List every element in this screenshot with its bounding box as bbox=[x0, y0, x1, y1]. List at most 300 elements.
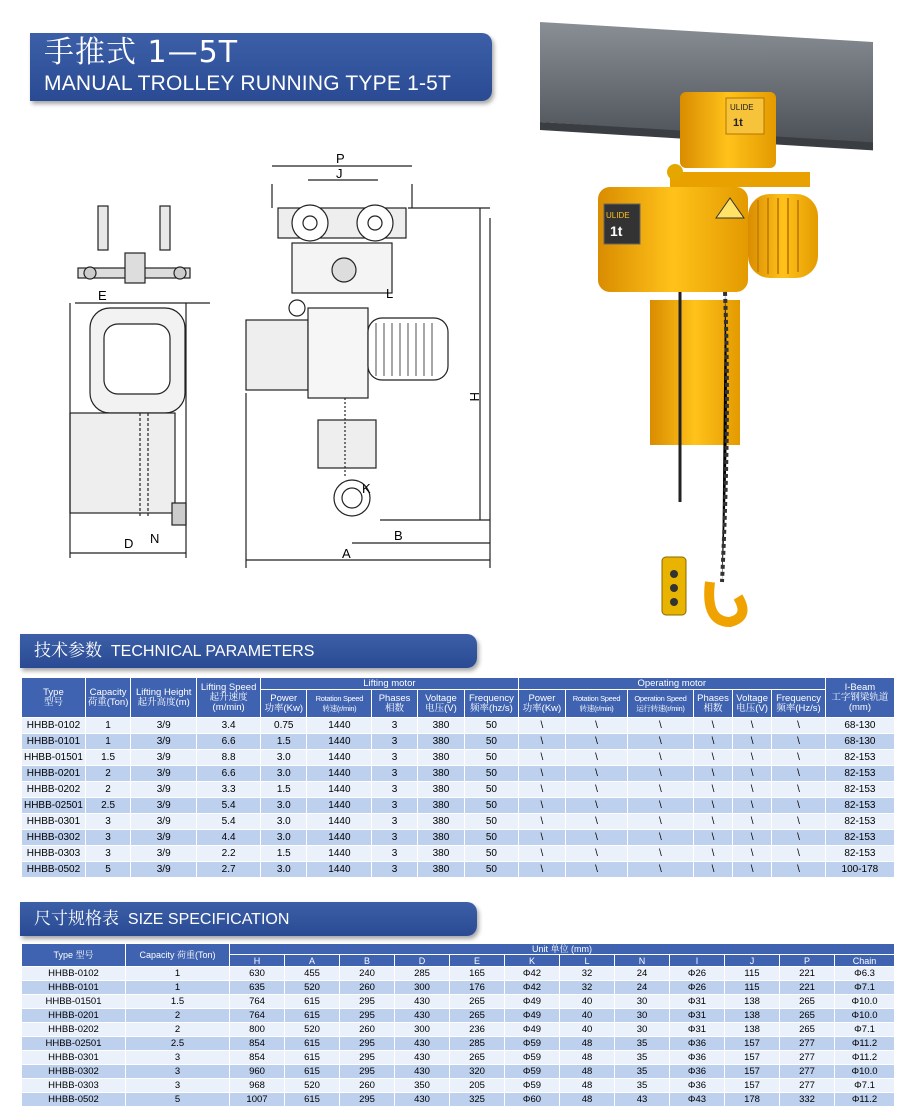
table-cell: 3.0 bbox=[261, 750, 307, 766]
table-cell: 520 bbox=[285, 1023, 340, 1037]
th-size-col: P bbox=[780, 955, 835, 967]
label-H: H bbox=[467, 392, 482, 402]
table-cell: Φ36 bbox=[670, 1051, 725, 1065]
table-cell: 3.3 bbox=[197, 782, 261, 798]
table-cell: 35 bbox=[615, 1037, 670, 1051]
table-cell: 3/9 bbox=[131, 862, 197, 878]
table-cell: 5 bbox=[126, 1093, 230, 1107]
table-cell: 277 bbox=[780, 1037, 835, 1051]
table-cell: 221 bbox=[780, 981, 835, 995]
table-cell: 430 bbox=[395, 1009, 450, 1023]
table-cell: 295 bbox=[340, 1037, 395, 1051]
table-cell: 265 bbox=[780, 1009, 835, 1023]
table-cell: 615 bbox=[285, 995, 340, 1009]
table-cell: \ bbox=[772, 734, 826, 750]
table-cell: \ bbox=[772, 814, 826, 830]
table-cell: 1440 bbox=[307, 846, 372, 862]
table-row bbox=[22, 750, 895, 766]
table-cell: 3/9 bbox=[131, 766, 197, 782]
table-row bbox=[22, 782, 895, 798]
th-lift-phases: Phases 相数 bbox=[372, 690, 417, 718]
table-cell: 1440 bbox=[307, 734, 372, 750]
table-cell: 350 bbox=[395, 1079, 450, 1093]
table-cell: 2.5 bbox=[85, 798, 130, 814]
table-row bbox=[22, 718, 895, 734]
table-cell: HHBB-0201 bbox=[22, 766, 86, 782]
table-row bbox=[22, 766, 895, 782]
table-cell: 48 bbox=[560, 1065, 615, 1079]
table-cell: HHBB-0502 bbox=[22, 862, 86, 878]
table-cell: 3/9 bbox=[131, 782, 197, 798]
table-cell: \ bbox=[566, 830, 628, 846]
table-cell: 40 bbox=[560, 1023, 615, 1037]
table-cell: \ bbox=[772, 782, 826, 798]
th-op-power: Power 功率(Kw) bbox=[518, 690, 565, 718]
table-cell: \ bbox=[518, 846, 565, 862]
table-cell: 8.8 bbox=[197, 750, 261, 766]
label-A: A bbox=[342, 546, 351, 561]
table-cell: 30 bbox=[615, 995, 670, 1009]
table-cell: 3 bbox=[126, 1051, 230, 1065]
table-cell: 115 bbox=[725, 981, 780, 995]
table-row bbox=[22, 995, 895, 1009]
table-row bbox=[22, 1023, 895, 1037]
table-cell: 50 bbox=[465, 814, 519, 830]
th-size-col: H bbox=[230, 955, 285, 967]
table-cell: 3 bbox=[372, 718, 417, 734]
table-cell: \ bbox=[733, 750, 772, 766]
table-cell: \ bbox=[627, 846, 693, 862]
table-cell: 100-178 bbox=[825, 862, 894, 878]
table-cell: \ bbox=[566, 734, 628, 750]
th-size-col: I bbox=[670, 955, 725, 967]
table-cell: Φ10.0 bbox=[835, 995, 895, 1009]
th-lift-rotation: Rotation Speed 转速(r/min) bbox=[307, 690, 372, 718]
trolley-brand: ULIDE bbox=[730, 103, 754, 112]
table-cell: 5.4 bbox=[197, 798, 261, 814]
table-cell: HHBB-0303 bbox=[22, 1079, 126, 1093]
table-cell: 24 bbox=[615, 967, 670, 981]
table-cell: \ bbox=[627, 814, 693, 830]
table-cell: 325 bbox=[450, 1093, 505, 1107]
th-size-col: E bbox=[450, 955, 505, 967]
table-cell: 764 bbox=[230, 1009, 285, 1023]
table-cell: \ bbox=[566, 766, 628, 782]
table-cell: 221 bbox=[780, 967, 835, 981]
table-cell: 68-130 bbox=[825, 718, 894, 734]
table-cell: 3 bbox=[372, 766, 417, 782]
table-cell: 50 bbox=[465, 846, 519, 862]
table-cell: 854 bbox=[230, 1037, 285, 1051]
table-cell: \ bbox=[693, 814, 732, 830]
th-lift-power: Power 功率(Kw) bbox=[261, 690, 307, 718]
table-cell: 3 bbox=[372, 798, 417, 814]
table-cell: 1440 bbox=[307, 718, 372, 734]
trolley-capacity: 1t bbox=[733, 117, 743, 129]
table-cell: 1 bbox=[85, 718, 130, 734]
table-cell: Φ31 bbox=[670, 1023, 725, 1037]
table-cell: 1 bbox=[126, 981, 230, 995]
table-cell: 520 bbox=[285, 981, 340, 995]
table-cell: 50 bbox=[465, 734, 519, 750]
table-cell: 430 bbox=[395, 1093, 450, 1107]
table-cell: HHBB-02501 bbox=[22, 798, 86, 814]
table-cell: 380 bbox=[417, 830, 464, 846]
size-table bbox=[21, 943, 895, 1107]
table-cell: 2 bbox=[85, 782, 130, 798]
table-cell: HHBB-0101 bbox=[22, 981, 126, 995]
table-cell: 277 bbox=[780, 1079, 835, 1093]
table-cell: 1440 bbox=[307, 830, 372, 846]
table-cell: \ bbox=[693, 798, 732, 814]
table-cell: HHBB-0302 bbox=[22, 1065, 126, 1079]
table-cell: Φ26 bbox=[670, 967, 725, 981]
table-cell: \ bbox=[772, 798, 826, 814]
table-cell: \ bbox=[627, 862, 693, 878]
table-cell: 3/9 bbox=[131, 814, 197, 830]
table-cell: 960 bbox=[230, 1065, 285, 1079]
table-cell: \ bbox=[566, 798, 628, 814]
table-cell: 260 bbox=[340, 1023, 395, 1037]
table-cell: \ bbox=[566, 814, 628, 830]
table-cell: 50 bbox=[465, 862, 519, 878]
size-banner-en: SIZE SPECIFICATION bbox=[127, 911, 290, 928]
table-cell: HHBB-0303 bbox=[22, 846, 86, 862]
table-cell: 260 bbox=[340, 1079, 395, 1093]
table-cell: 2.5 bbox=[126, 1037, 230, 1051]
table-cell: Φ11.2 bbox=[835, 1037, 895, 1051]
table-cell: \ bbox=[693, 718, 732, 734]
table-cell: Φ59 bbox=[505, 1051, 560, 1065]
table-cell: 2 bbox=[85, 766, 130, 782]
table-cell: 430 bbox=[395, 1065, 450, 1079]
table-cell: 48 bbox=[560, 1051, 615, 1065]
table-cell: Φ11.2 bbox=[835, 1051, 895, 1065]
table-cell: 50 bbox=[465, 718, 519, 734]
table-cell: \ bbox=[518, 750, 565, 766]
table-cell: \ bbox=[518, 814, 565, 830]
table-cell: 615 bbox=[285, 1065, 340, 1079]
tech-banner-en: TECHNICAL PARAMETERS bbox=[110, 643, 315, 660]
th-lift-height: Lifting Height 起升高度(m) bbox=[131, 678, 197, 718]
table-cell: 35 bbox=[615, 1051, 670, 1065]
table-cell: Φ10.0 bbox=[835, 1065, 895, 1079]
table-cell: \ bbox=[627, 830, 693, 846]
th-size-col: B bbox=[340, 955, 395, 967]
table-cell: 176 bbox=[450, 981, 505, 995]
title-en: MANUAL TROLLEY RUNNING TYPE 1-5T bbox=[44, 72, 452, 95]
table-cell: 1 bbox=[126, 967, 230, 981]
th-lifting-motor: Lifting motor bbox=[261, 678, 519, 690]
table-cell: \ bbox=[627, 750, 693, 766]
table-cell: 1007 bbox=[230, 1093, 285, 1107]
table-cell: 260 bbox=[340, 981, 395, 995]
table-cell: 455 bbox=[285, 967, 340, 981]
table-cell: Φ49 bbox=[505, 1023, 560, 1037]
table-cell: Φ36 bbox=[670, 1037, 725, 1051]
table-cell: 138 bbox=[725, 1023, 780, 1037]
table-cell: 1440 bbox=[307, 766, 372, 782]
table-cell: 157 bbox=[725, 1065, 780, 1079]
th-lift-voltage: Voltage 电压(V) bbox=[417, 690, 464, 718]
table-cell: 615 bbox=[285, 1051, 340, 1065]
table-cell: 3 bbox=[372, 830, 417, 846]
table-cell: 2 bbox=[126, 1009, 230, 1023]
table-cell: 82-153 bbox=[825, 830, 894, 846]
table-cell: 380 bbox=[417, 814, 464, 830]
table-cell: \ bbox=[627, 782, 693, 798]
table-cell: 240 bbox=[340, 967, 395, 981]
table-cell: Φ7.1 bbox=[835, 1023, 895, 1037]
table-cell: 3 bbox=[372, 750, 417, 766]
table-cell: 295 bbox=[340, 1065, 395, 1079]
table-row bbox=[22, 830, 895, 846]
table-cell: 380 bbox=[417, 782, 464, 798]
table-cell: 265 bbox=[450, 1051, 505, 1065]
table-cell: 40 bbox=[560, 995, 615, 1009]
th-size-col: N bbox=[615, 955, 670, 967]
table-cell: Φ7.1 bbox=[835, 1079, 895, 1093]
table-cell: \ bbox=[693, 734, 732, 750]
table-cell: \ bbox=[566, 782, 628, 798]
table-cell: \ bbox=[693, 830, 732, 846]
table-cell: 1 bbox=[85, 734, 130, 750]
table-cell: 430 bbox=[395, 1037, 450, 1051]
table-cell: 3/9 bbox=[131, 750, 197, 766]
table-cell: 48 bbox=[560, 1037, 615, 1051]
table-cell: 30 bbox=[615, 1023, 670, 1037]
table-cell: 1440 bbox=[307, 814, 372, 830]
table-cell: Φ49 bbox=[505, 1009, 560, 1023]
th-lift-speed: Lifting Speed 起升速度 (m/min) bbox=[197, 678, 261, 718]
th-ibeam: I-Beam 工字钢梁轨道 (mm) bbox=[825, 678, 894, 718]
table-cell: \ bbox=[733, 830, 772, 846]
table-cell: 265 bbox=[780, 995, 835, 1009]
table-cell: 295 bbox=[340, 1093, 395, 1107]
table-cell: 32 bbox=[560, 967, 615, 981]
table-cell: 3 bbox=[372, 734, 417, 750]
table-cell: 3 bbox=[372, 814, 417, 830]
th-size-col: A bbox=[285, 955, 340, 967]
table-cell: \ bbox=[518, 766, 565, 782]
th-size-col: J bbox=[725, 955, 780, 967]
table-cell: \ bbox=[518, 734, 565, 750]
table-cell: 295 bbox=[340, 995, 395, 1009]
table-cell: 380 bbox=[417, 766, 464, 782]
table-cell: 48 bbox=[560, 1079, 615, 1093]
table-cell: 1.5 bbox=[85, 750, 130, 766]
table-cell: 300 bbox=[395, 981, 450, 995]
th-operating-motor: Operating motor bbox=[518, 678, 825, 690]
table-cell: \ bbox=[733, 718, 772, 734]
table-cell: HHBB-0301 bbox=[22, 814, 86, 830]
table-cell: 3 bbox=[372, 862, 417, 878]
table-cell: 320 bbox=[450, 1065, 505, 1079]
table-cell: \ bbox=[733, 846, 772, 862]
th-op-voltage: Voltage 电压(V) bbox=[733, 690, 772, 718]
table-row bbox=[22, 734, 895, 750]
table-cell: 30 bbox=[615, 1009, 670, 1023]
table-cell: 3.0 bbox=[261, 814, 307, 830]
table-cell: Φ6.3 bbox=[835, 967, 895, 981]
table-cell: 3/9 bbox=[131, 718, 197, 734]
table-cell: Φ11.2 bbox=[835, 1093, 895, 1107]
label-E: E bbox=[98, 288, 107, 303]
table-cell: \ bbox=[772, 830, 826, 846]
table-cell: \ bbox=[733, 862, 772, 878]
table-cell: 332 bbox=[780, 1093, 835, 1107]
th-op-rotation: Rotation Speed 转速(r/min) bbox=[566, 690, 628, 718]
table-cell: 3.0 bbox=[261, 862, 307, 878]
th-lift-frequency: Frequency 频率(hz/s) bbox=[465, 690, 519, 718]
table-cell: 32 bbox=[560, 981, 615, 995]
table-cell: 3 bbox=[85, 846, 130, 862]
table-cell: \ bbox=[627, 734, 693, 750]
dimension-drawing bbox=[60, 148, 520, 568]
table-cell: 1440 bbox=[307, 798, 372, 814]
table-cell: 82-153 bbox=[825, 798, 894, 814]
table-cell: 3/9 bbox=[131, 734, 197, 750]
label-B: B bbox=[394, 528, 403, 543]
front-view bbox=[246, 151, 490, 568]
table-cell: 50 bbox=[465, 766, 519, 782]
table-cell: 1.5 bbox=[261, 734, 307, 750]
table-cell: \ bbox=[627, 766, 693, 782]
th-size-col: K bbox=[505, 955, 560, 967]
table-cell: 82-153 bbox=[825, 766, 894, 782]
table-cell: 236 bbox=[450, 1023, 505, 1037]
table-cell: 3 bbox=[126, 1065, 230, 1079]
table-row bbox=[22, 862, 895, 878]
table-cell: Φ10.0 bbox=[835, 1009, 895, 1023]
table-cell: 2 bbox=[126, 1023, 230, 1037]
table-cell: 82-153 bbox=[825, 782, 894, 798]
size-body bbox=[22, 967, 895, 1107]
table-cell: 0.75 bbox=[261, 718, 307, 734]
table-cell: HHBB-01501 bbox=[22, 995, 126, 1009]
table-cell: 6.6 bbox=[197, 766, 261, 782]
table-cell: Φ43 bbox=[670, 1093, 725, 1107]
table-cell: 854 bbox=[230, 1051, 285, 1065]
table-cell: 277 bbox=[780, 1065, 835, 1079]
table-cell: 3.4 bbox=[197, 718, 261, 734]
table-cell: 3 bbox=[126, 1079, 230, 1093]
table-cell: 764 bbox=[230, 995, 285, 1009]
th-size-col: Chain bbox=[835, 955, 895, 967]
table-cell: \ bbox=[733, 814, 772, 830]
table-cell: 968 bbox=[230, 1079, 285, 1093]
table-cell: Φ7.1 bbox=[835, 981, 895, 995]
table-row bbox=[22, 846, 895, 862]
table-cell: 380 bbox=[417, 734, 464, 750]
table-cell: 430 bbox=[395, 995, 450, 1009]
table-cell: 2.2 bbox=[197, 846, 261, 862]
table-cell: \ bbox=[518, 718, 565, 734]
table-cell: 380 bbox=[417, 846, 464, 862]
table-cell: Φ31 bbox=[670, 1009, 725, 1023]
table-cell: HHBB-0101 bbox=[22, 734, 86, 750]
table-cell: HHBB-0502 bbox=[22, 1093, 126, 1107]
table-cell: 138 bbox=[725, 1009, 780, 1023]
table-cell: 380 bbox=[417, 718, 464, 734]
table-cell: 295 bbox=[340, 1009, 395, 1023]
table-cell: 6.6 bbox=[197, 734, 261, 750]
table-cell: 3 bbox=[372, 782, 417, 798]
th-op-frequency: Frequency 频率(Hz/s) bbox=[772, 690, 826, 718]
table-cell: 3.0 bbox=[261, 766, 307, 782]
th-size-unit: Unit 单位 (mm) bbox=[230, 944, 895, 955]
table-cell: 3/9 bbox=[131, 798, 197, 814]
table-cell: 265 bbox=[780, 1023, 835, 1037]
label-K: K bbox=[362, 481, 371, 496]
table-cell: Φ59 bbox=[505, 1079, 560, 1093]
table-row bbox=[22, 814, 895, 830]
table-cell: HHBB-02501 bbox=[22, 1037, 126, 1051]
table-cell: 115 bbox=[725, 967, 780, 981]
table-cell: \ bbox=[733, 766, 772, 782]
table-cell: 50 bbox=[465, 798, 519, 814]
table-cell: \ bbox=[693, 862, 732, 878]
table-cell: \ bbox=[733, 734, 772, 750]
table-cell: 3 bbox=[85, 830, 130, 846]
table-cell: 5 bbox=[85, 862, 130, 878]
table-cell: 3/9 bbox=[131, 830, 197, 846]
table-cell: \ bbox=[518, 830, 565, 846]
table-cell: 1440 bbox=[307, 750, 372, 766]
table-cell: HHBB-0102 bbox=[22, 718, 86, 734]
table-cell: 157 bbox=[725, 1051, 780, 1065]
th-op-speed: Operation Speed 运行转速(r/min) bbox=[627, 690, 693, 718]
table-cell: 285 bbox=[450, 1037, 505, 1051]
th-size-type: Type 型号 bbox=[22, 944, 126, 967]
table-cell: Φ26 bbox=[670, 981, 725, 995]
table-cell: Φ42 bbox=[505, 981, 560, 995]
table-cell: 1.5 bbox=[126, 995, 230, 1009]
table-cell: 82-153 bbox=[825, 814, 894, 830]
th-type: Type 型号 bbox=[22, 678, 86, 718]
label-J: J bbox=[336, 166, 343, 181]
table-cell: 430 bbox=[395, 1051, 450, 1065]
table-cell: Φ36 bbox=[670, 1065, 725, 1079]
table-row bbox=[22, 981, 895, 995]
table-cell: HHBB-0302 bbox=[22, 830, 86, 846]
table-cell: Φ31 bbox=[670, 995, 725, 1009]
table-cell: \ bbox=[627, 798, 693, 814]
table-row bbox=[22, 1065, 895, 1079]
table-cell: 800 bbox=[230, 1023, 285, 1037]
table-cell: 2.7 bbox=[197, 862, 261, 878]
table-cell: 50 bbox=[465, 750, 519, 766]
table-row bbox=[22, 1051, 895, 1065]
label-P: P bbox=[336, 151, 345, 166]
table-cell: 1440 bbox=[307, 782, 372, 798]
table-cell: HHBB-0202 bbox=[22, 782, 86, 798]
table-cell: Φ59 bbox=[505, 1037, 560, 1051]
table-cell: 48 bbox=[560, 1093, 615, 1107]
table-cell: 178 bbox=[725, 1093, 780, 1107]
tech-banner-cn: 技术参数 bbox=[34, 641, 102, 661]
table-cell: 520 bbox=[285, 1079, 340, 1093]
table-cell: 5.4 bbox=[197, 814, 261, 830]
table-cell: 138 bbox=[725, 995, 780, 1009]
th-op-phases: Phases 相数 bbox=[693, 690, 732, 718]
table-cell: \ bbox=[566, 862, 628, 878]
th-size-col: D bbox=[395, 955, 450, 967]
header-banner bbox=[30, 33, 492, 101]
table-cell: HHBB-01501 bbox=[22, 750, 86, 766]
tech-table bbox=[21, 677, 895, 878]
table-cell: HHBB-0301 bbox=[22, 1051, 126, 1065]
